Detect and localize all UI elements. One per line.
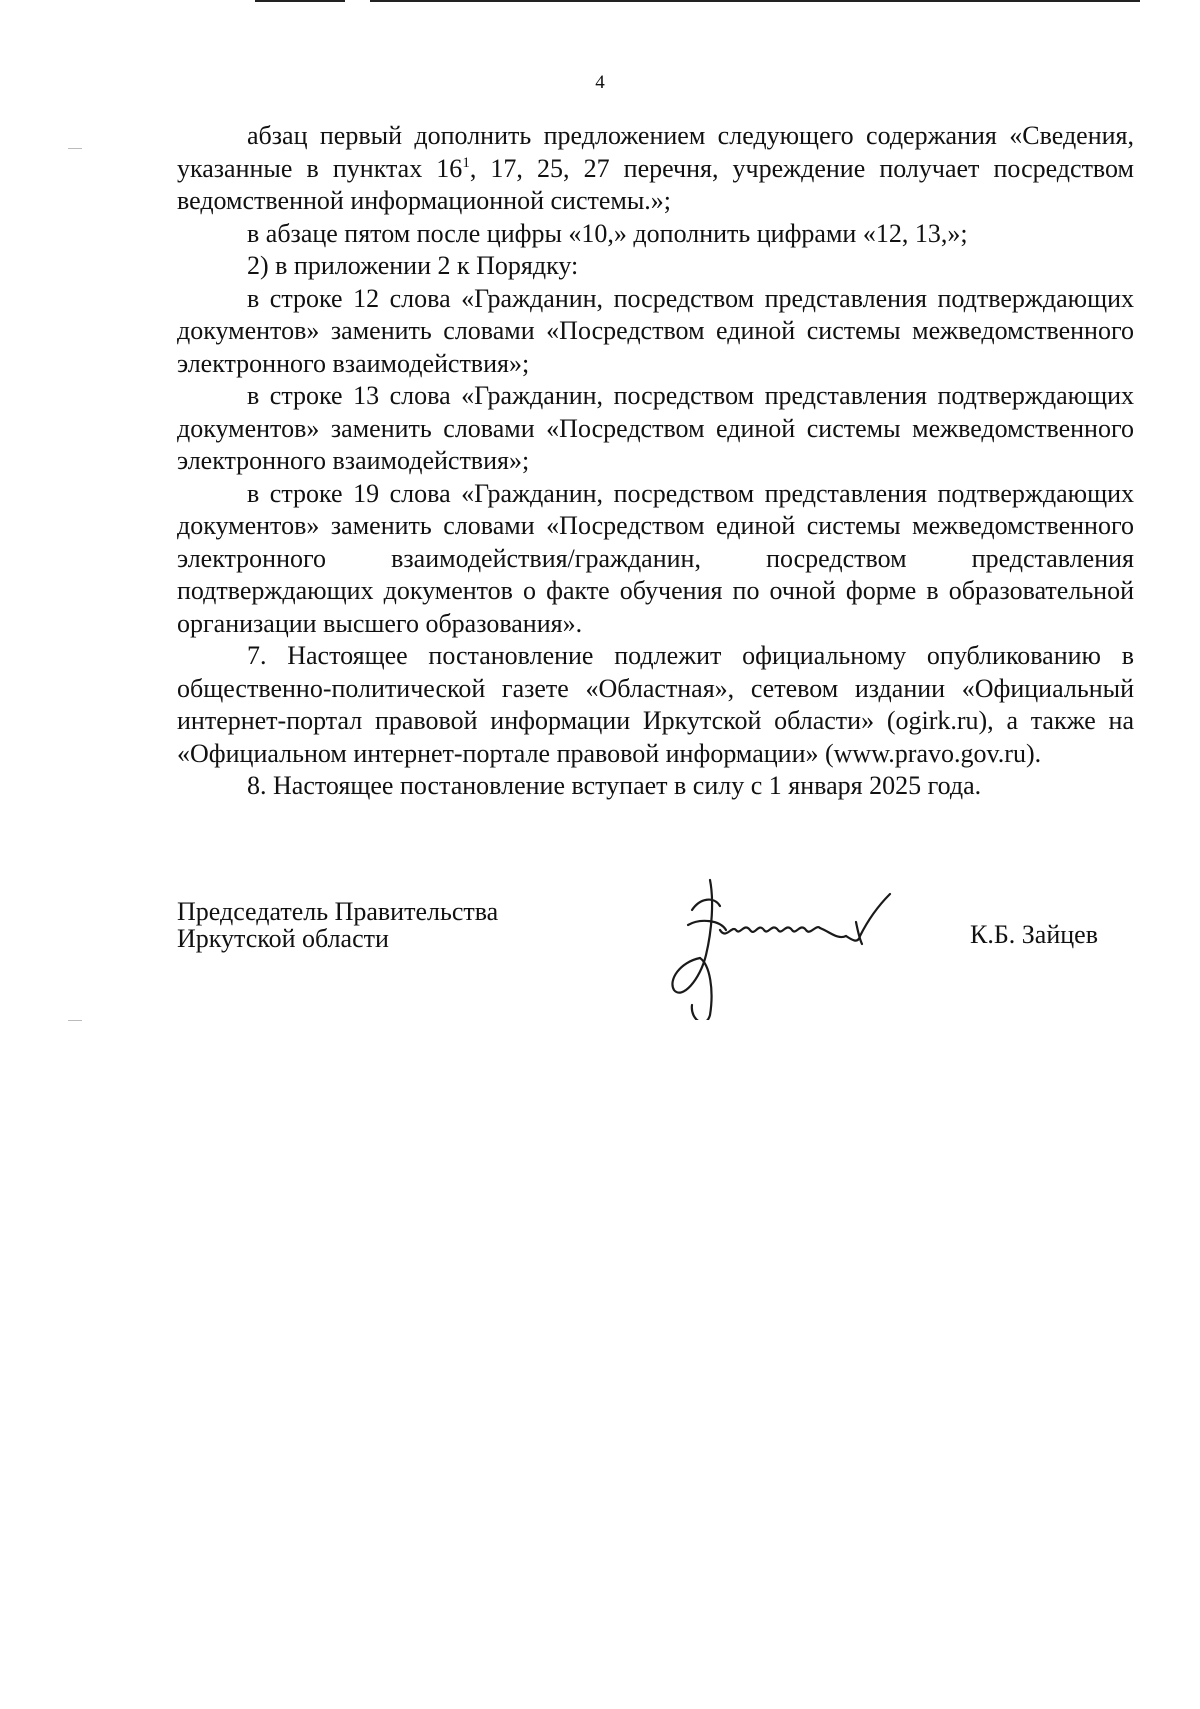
margin-tick <box>68 1020 82 1021</box>
paragraph: в абзаце пятом после цифры «10,» дополнить цифрами «12, 13,»; <box>247 218 968 248</box>
signatory-name: К.Б. Зайцев <box>970 920 1098 949</box>
paragraph: в строке 19 слова «Гражданин, посредством представления подтверждающих документов» заменить словами «Посредством единой системы межведомственного электронного взаимодействия/гражданин, посредством представления подтверждающих документов о факте обучения по очной форме в образовательной организации высшего образования». <box>177 478 1134 638</box>
paragraph-abzac-pervyi <box>177 120 1134 218</box>
handwritten-signature <box>670 870 930 1020</box>
signatory-position-line: Иркутской области <box>177 924 389 953</box>
top-scan-rule-right <box>370 0 1140 2</box>
top-scan-rule-left <box>255 0 345 2</box>
signatory-position <box>177 898 498 952</box>
paragraph: 2) в приложении 2 к Порядку: <box>247 251 579 280</box>
paragraph-text: , 17, 25, 27 перечня, учреждение получает посредством ведомственной информационной системы.»; <box>177 153 1134 215</box>
signatory-position-line: Председатель Правительства <box>177 897 499 926</box>
paragraph: 8. Настоящее постановление вступает в силу с 1 января 2025 года. <box>247 771 982 800</box>
superscript: 1 <box>462 154 470 171</box>
paragraph: в строке 12 слова «Гражданин, посредством представления подтверждающих документов» заменить словами «Посредством единой системы межведомственного электронного взаимодействия»; <box>177 283 1134 378</box>
paragraph: в строке 13 слова «Гражданин, посредством представления подтверждающих документов» заменить словами «Посредством единой системы межведомственного электронного взаимодействия»; <box>177 381 1134 475</box>
paragraph: 7. Настоящее постановление подлежит официальному опубликованию в общественно-политической газете «Областная», сетевом издании «Официальный интернет-портал правовой информации Иркутской области» (ogirk.ru), а также на «Официальном интернет-портале правовой информации» (www.pravo.gov.ru). <box>177 641 1134 768</box>
paragraph-text: абзац первый дополнить предложением следующего содержания «Сведения, указанные в пунктах 16 <box>177 121 1134 183</box>
document-body <box>177 120 1134 803</box>
page-number: 4 <box>595 72 605 93</box>
margin-tick <box>68 148 82 149</box>
